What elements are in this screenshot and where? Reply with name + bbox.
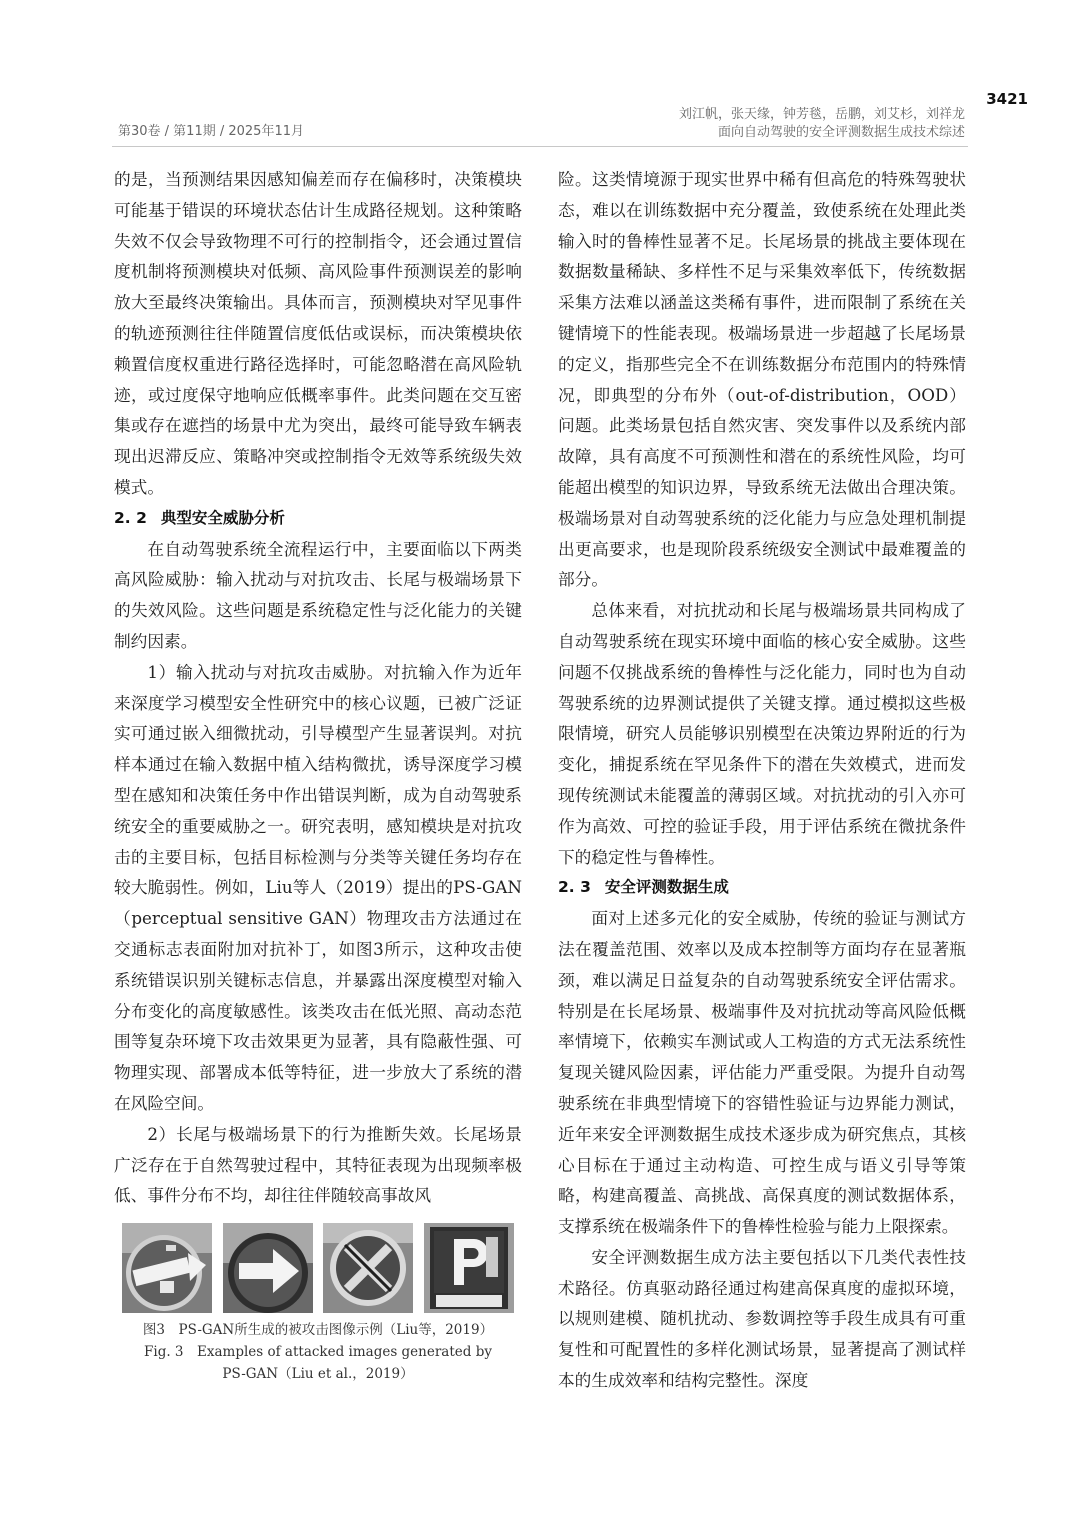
running-header bbox=[679, 106, 965, 142]
section-number: 2. 2 bbox=[114, 508, 147, 527]
header-divider bbox=[112, 146, 968, 147]
section-title: 安全评测数据生成 bbox=[604, 878, 729, 897]
figure-image-no-stopping-sign bbox=[323, 1223, 413, 1313]
paragraph: 安全评测数据生成方法主要包括以下几类代表性技术路径。仿真驱动路径通过构建高保真度的虚拟环境，以规则建模、随机扰动、参数调控等手段生成具有可重复性和可配置性的多样化测试场景，显著提高了测试样本的生成效率和结构完整性。深度 bbox=[558, 1246, 966, 1391]
figure-caption-en-line1: Fig. 3 Examples of attacked images generated by bbox=[144, 1344, 492, 1361]
paragraph: 险。这类情境源于现实世界中稀有但高危的特殊驾驶状态，难以在训练数据中充分覆盖，致使系统在处理此类输入时的鲁棒性显著不足。长尾场景的挑战主要体现在数据数量稀缺、多样性不足与采集效率低下，传统数据采集方法难以涵盖这类稀有事件，进而限制了系统在关键情境下的性能表现。极端场景进一步超越了长尾场景的定义，指那些完全不在训练数据分布范围内的特殊情况，即典型的分布外（out-of-distribution，OOD）问题。此类场景包括自然灾害、突发事件以及系统内部故障，具有高度不可预测性和潜在的系统性风险，均可能超出模型的知识边界，导致系统无法做出合理决策。极端场景对自动驾驶系统的泛化能力与应急处理机制提出更高要求，也是现阶段系统级安全测试中最难覆盖的部分。 bbox=[558, 169, 966, 590]
figure-image-turn-sign bbox=[223, 1223, 313, 1313]
figure-caption-cn: 图3 PS-GAN所生成的被攻击图像示例（Liu等，2019） bbox=[142, 1322, 494, 1339]
paragraph: 2）长尾与极端场景下的行为推断失效。长尾场景广泛存在于自然驾驶过程中，其特征表现为出现频率极低、事件分布不均，却往往伴随较高事故风 bbox=[114, 1123, 522, 1206]
journal-issue: 第30卷 / 第11期 / 2025年11月 bbox=[118, 124, 304, 139]
right-column bbox=[558, 164, 966, 1396]
paragraph: 总体来看，对抗扰动和长尾与极端场景共同构成了自动驾驶系统在现实环境中面临的核心安全威胁。这些问题不仅挑战系统的鲁棒性与泛化能力，同时也为自动驾驶系统的边界测试提供了关键支撑。通过模拟这些极限情境，研究人员能够识别模型在决策边界附近的行为变化，捕捉系统在罕见条件下的潜在失效模式，进而发现传统测试未能覆盖的薄弱区域。对抗扰动的引入亦可作为高效、可控的验证手段，用于评估系统在微扰条件下的稳定性与鲁棒性。 bbox=[558, 600, 966, 867]
figure-3 bbox=[114, 1223, 522, 1385]
paragraph: 面对上述多元化的安全威胁，传统的验证与测试方法在覆盖范围、效率以及成本控制等方面均存在显著瓶颈，难以满足日益复杂的自动驾驶系统安全评估需求。特别是在长尾场景、极端事件及对抗扰动等高风险低概率情境下，依赖实车测试或人工构造的方式无法系统性复现关键风险因素，评估能力严重受限。为提升自动驾驶系统在非典型情境下的容错性验证与边界能力测试，近年来安全评测数据生成技术逐步成为研究焦点，其核心目标在于通过主动构造、可控生成与语义引导等策略，构建高覆盖、高挑战、高保真度的测试数据体系，支撑系统在极端条件下的鲁棒性检验与能力上限探索。 bbox=[558, 908, 966, 1237]
paragraph: 在自动驾驶系统全流程运行中，主要面临以下两类高风险威胁：输入扰动与对抗攻击、长尾与极端场景下的失效风险。这些问题是系统稳定性与泛化能力的关键制约因素。 bbox=[114, 538, 522, 651]
figure-caption-en-line2: PS-GAN（Liu et al.，2019） bbox=[222, 1366, 414, 1383]
left-column bbox=[114, 164, 522, 1385]
page-number: 3421 bbox=[986, 90, 1028, 108]
section-heading-2-3 bbox=[558, 872, 966, 903]
figure-image-arrow-sign bbox=[122, 1223, 212, 1313]
section-number: 2. 3 bbox=[558, 878, 591, 897]
header-title: 面向自动驾驶的安全评测数据生成技术综述 bbox=[717, 125, 965, 140]
figure-image-strip bbox=[122, 1223, 514, 1313]
section-title: 典型安全威胁分析 bbox=[160, 508, 285, 527]
section-heading-2-2 bbox=[114, 503, 522, 534]
header-authors: 刘江帆，张天缘，钟芳毯，岳鹏，刘艾杉，刘祥龙 bbox=[678, 107, 965, 122]
paragraph: 1）输入扰动与对抗攻击威胁。对抗输入作为近年来深度学习模型安全性研究中的核心议题，已被广泛证实可通过嵌入细微扰动，引导模型产生显著误判。对抗样本通过在输入数据中植入结构微扰，诱导深度学习模型在感知和决策任务中作出错误判断，成为自动驾驶系统安全的重要威胁之一。研究表明，感知模块是对抗攻击的主要目标，包括目标检测与分类等关键任务均存在较大脆弱性。例如，Liu等人（2019）提出的PS-GAN（perceptual sensitive GAN）物理攻击方法通过在交通标志表面附加对抗补丁，如图3所示，这种攻击使系统错误识别关键标志信息，并暴露出深度模型对输入分布变化的高度敏感性。该类攻击在低光照、高动态范围等复杂环境下攻击效果更为显著，具有隐蔽性强、可物理实现、部署成本低等特征，进一步放大了系统的潜在风险空间。 bbox=[114, 661, 522, 1113]
paragraph: 的是，当预测结果因感知偏差而存在偏移时，决策模块可能基于错误的环境状态估计生成路径规划。这种策略失效不仅会导致物理不可行的控制指令，还会通过置信度机制将预测模块对低频、高风险事件预测误差的影响放大至最终决策输出。具体而言，预测模块对罕见事件的轨迹预测往往伴随置信度低估或误标，而决策模块依赖置信度权重进行路径选择时，可能忽略潜在高风险轨迹，或过度保守地响应低概率事件。此类问题在交互密集或存在遮挡的场景中尤为突出，最终可能导致车辆表现出迟滞反应、策略冲突或控制指令无效等系统级失效模式。 bbox=[114, 169, 522, 497]
figure-image-parking-sign bbox=[424, 1223, 514, 1313]
